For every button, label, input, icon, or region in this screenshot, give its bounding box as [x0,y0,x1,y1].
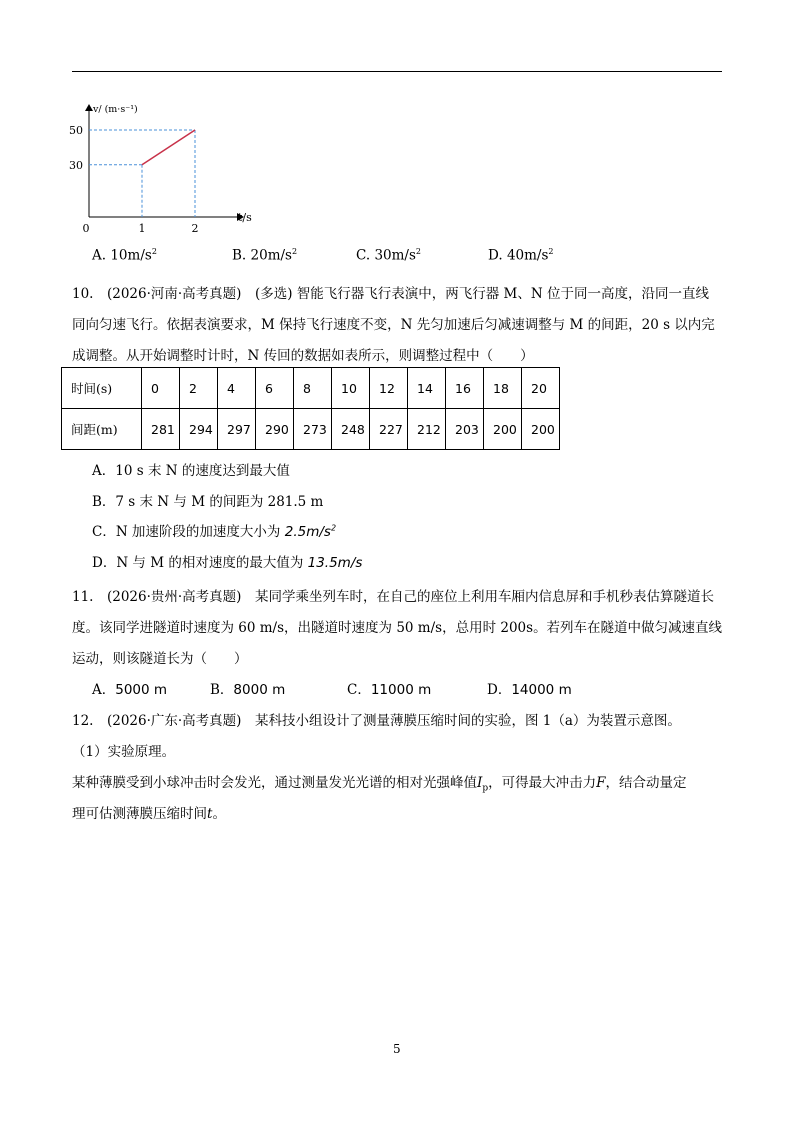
q9-option-b[interactable]: B. $20m/s^2$ [232,247,298,264]
q9-option-d[interactable]: D. $40m/s^2$ [488,247,554,264]
table-row-time [62,368,560,409]
x-tick-label: 1 [138,222,146,235]
table-row-distance [62,409,560,450]
q10-option-b[interactable]: B．7 s 末 N 与 M 的间距为 281.5 m [92,494,324,510]
q11-option-c[interactable]: C．11000 m [347,682,432,698]
q11-option-d[interactable]: D．14000 m [487,682,572,698]
row-header-time: 时间(s) [62,368,142,409]
vt-graph [60,95,260,240]
table-cell: 12 [370,368,408,409]
table-cell: 248 [332,409,370,450]
y-axis-label: v/ (m·s⁻¹) [93,104,138,115]
q10-line-1: 10. (2026·河南·高考真题) (多选) 智能飞行器飞行表演中，两飞行器 M、N 位于同一高度，沿同一直线 [72,286,709,302]
table-cell: 16 [446,368,484,409]
q9-option-a[interactable]: A. $10m/s^2$ [92,247,157,264]
table-cell: 10 [332,368,370,409]
y-tick-label: 30 [69,158,83,172]
q10-option-c[interactable]: C．N 加速阶段的加速度大小为 $2.5m/s^2$ [92,523,337,540]
row-header-distance: 间距(m) [62,409,142,450]
page-number: 5 [393,1042,401,1056]
data-series [142,130,195,165]
table-cell: 0 [142,368,180,409]
q10-option-d[interactable]: D．N 与 M 的相对速度的最大值为 13.5m/s [92,555,363,571]
table-cell: 4 [218,368,256,409]
q12-line-1: 12. (2026·广东·高考真题) 某科技小组设计了测量薄膜压缩时间的实验，图 1（a）为装置示意图。 [72,713,681,729]
q11-option-a[interactable]: A．5000 m [92,682,168,698]
table-cell: 200 [522,409,560,450]
q12-subheading: （1）实验原理。 [72,744,176,760]
table-cell: 227 [370,409,408,450]
q10-data-table [61,367,560,450]
table-cell: 297 [218,409,256,450]
q11-option-b[interactable]: B．8000 m [210,682,286,698]
q9-option-c[interactable]: C. $30m/s^2$ [356,247,421,264]
table-cell: 8 [294,368,332,409]
x-axis-label: t/s [238,211,252,224]
table-cell: 200 [484,409,522,450]
q11-line-3: 运动，则该隧道长为（ ） [72,651,248,667]
q10-line-3: 成调整。从开始调整时计时，N 传回的数据如表所示，则调整过程中（ ） [72,348,534,364]
q11-line-2: 度。该同学进隧道时速度为 60 m/s，出隧道时速度为 50 m/s，总用时 200s。若列车在隧道中做匀减速直线 [72,620,723,636]
table-cell: 2 [180,368,218,409]
table-cell: 281 [142,409,180,450]
table-cell: 294 [180,409,218,450]
table-cell: 290 [256,409,294,450]
q12-line-2: 某种薄膜受到小球冲击时会发光，通过测量发光光谱的相对光强峰值$I_p$，可得最大冲击力F，结合动量定 [72,775,687,794]
y-tick-label: 50 [69,124,83,137]
x-tick-label: 2 [191,222,199,235]
table-cell: 273 [294,409,332,450]
dashed-guides [89,130,195,217]
q10-line-2: 同向匀速飞行。依据表演要求，M 保持飞行速度不变，N 先匀加速后匀减速调整与 M 的间距，20 s 以内完 [72,317,715,333]
origin-label: 0 [82,222,90,235]
table-cell: 203 [446,409,484,450]
table-cell: 18 [484,368,522,409]
table-cell: 212 [408,409,446,450]
table-cell: 14 [408,368,446,409]
q10-option-a[interactable]: A．10 s 末 N 的速度达到最大值 [92,463,290,479]
q12-line-3: 理可估测薄膜压缩时间t。 [72,806,226,822]
header-rule [72,71,722,72]
table-cell: 20 [522,368,560,409]
table-cell: 6 [256,368,294,409]
series-line [142,130,195,165]
q11-line-1: 11. (2026·贵州·高考真题) 某同学乘坐列车时，在自己的座位上利用车厢内信息屏和手机秒表估算隧道长 [72,589,714,605]
